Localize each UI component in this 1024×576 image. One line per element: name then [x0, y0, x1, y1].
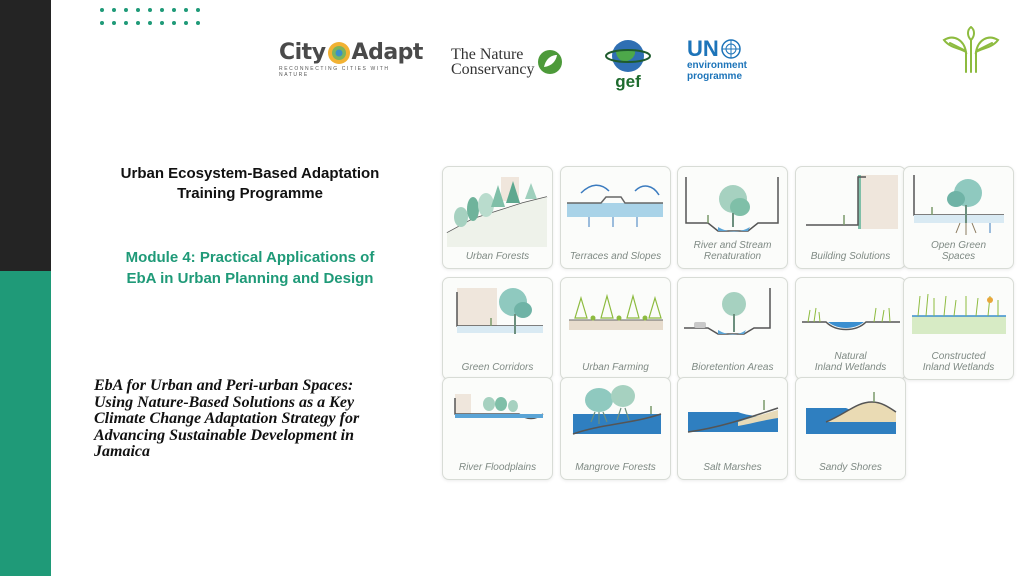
tnc-leaf-icon: [537, 49, 563, 75]
building-solutions-illustration: [796, 167, 905, 247]
sidebar-green-band: [0, 271, 51, 576]
tile-caption: Mangrove Forests: [575, 462, 656, 473]
tile-river-floodplains: [442, 377, 553, 480]
terraces-illustration: [561, 167, 670, 247]
module-line2: EbA in Urban Planning and Design: [126, 270, 374, 287]
tile-open-green-spaces: [903, 166, 1014, 269]
cityadapt-word-right: Adapt: [351, 40, 423, 65]
unep-logo: [687, 38, 759, 90]
module-line1: Module 4: Practical Applications of: [125, 249, 375, 266]
tile-sandy-shores: [795, 377, 906, 480]
tile-caption: River Floodplains: [458, 462, 537, 473]
cityadapt-seal-icon: [327, 41, 351, 65]
tile-bioretention-areas: [677, 277, 788, 380]
module-title: [80, 247, 420, 289]
sidebar-dark-band: [0, 0, 51, 271]
constructed-wetlands-illustration: [904, 278, 1013, 358]
tile-terraces-and-slopes: [560, 166, 671, 269]
subtitle-line1: EbA for Urban and Peri-urban Spaces:: [94, 377, 354, 394]
tile-caption: Green Corridors: [461, 362, 534, 373]
tile-caption: Building Solutions: [810, 251, 891, 262]
title-line2: Training Programme: [177, 185, 323, 202]
tile-caption: Sandy Shores: [819, 462, 882, 473]
tile-caption: Bioretention Areas: [691, 362, 774, 373]
urban-forests-illustration: [443, 167, 552, 247]
tile-building-solutions: [795, 166, 906, 269]
tile-caption: River and Stream Renaturation: [693, 240, 772, 262]
tile-river-stream-renaturation: [677, 166, 788, 269]
tile-caption: Terraces and Slopes: [569, 251, 662, 262]
nature-conservancy-logo: [451, 42, 573, 82]
subtitle-line5: Jamaica: [94, 443, 150, 460]
tile-caption: Salt Marshes: [703, 462, 762, 473]
tile-constructed-inland-wetlands: [903, 277, 1014, 380]
tile-mangrove-forests: [560, 377, 671, 480]
tile-urban-forests: [442, 166, 553, 269]
unep-un-text: UN: [687, 36, 719, 61]
salt-marshes-illustration: [678, 378, 787, 458]
tile-caption: Urban Forests: [465, 251, 530, 262]
tile-caption: Natural Inland Wetlands: [814, 351, 887, 373]
tile-salt-marshes: [677, 377, 788, 480]
decorative-dots: [99, 6, 203, 28]
tile-natural-inland-wetlands: [795, 277, 906, 380]
cityadapt-word-left: City: [279, 40, 326, 65]
tile-urban-farming: [560, 277, 671, 380]
tile-caption: Constructed Inland Wetlands: [922, 351, 995, 373]
tnc-line1: The Nature: [451, 46, 524, 63]
tile-green-corridors: [442, 277, 553, 380]
tile-caption: Urban Farming: [582, 362, 649, 373]
unep-line2: programme: [687, 71, 743, 82]
cityadapt-tagline: RECONNECTING CITIES WITH NATURE: [279, 66, 390, 78]
programme-title: [80, 164, 420, 204]
natural-wetlands-illustration: [796, 278, 905, 358]
un-emblem-icon: [721, 39, 741, 59]
green-corridors-illustration: [443, 278, 552, 358]
subtitle-line4: Advancing Sustainable Development in: [94, 426, 355, 444]
river-renaturation-illustration: [678, 167, 787, 247]
sandy-shores-illustration: [796, 378, 905, 458]
open-green-spaces-illustration: [904, 167, 1013, 247]
subtitle-line2: Using Nature-Based Solutions as a Key: [94, 393, 355, 411]
tile-caption: Open Green Spaces: [930, 240, 987, 262]
title-line1: Urban Ecosystem-Based Adaptation: [120, 165, 380, 182]
presentation-subtitle: [94, 378, 424, 461]
gef-wordmark: gef: [615, 72, 641, 91]
mangrove-forests-illustration: [561, 378, 670, 458]
cityadapt-logo: [279, 40, 423, 82]
gef-logo: [604, 37, 652, 91]
plant-sprout-icon: [940, 26, 1002, 74]
bioretention-illustration: [678, 278, 787, 358]
river-floodplains-illustration: [443, 378, 552, 458]
unep-line1: environment: [687, 60, 748, 71]
urban-farming-illustration: [561, 278, 670, 358]
tnc-line2: Conservancy: [451, 61, 535, 78]
subtitle-line3: Climate Change Adaptation Strategy for: [94, 410, 360, 427]
